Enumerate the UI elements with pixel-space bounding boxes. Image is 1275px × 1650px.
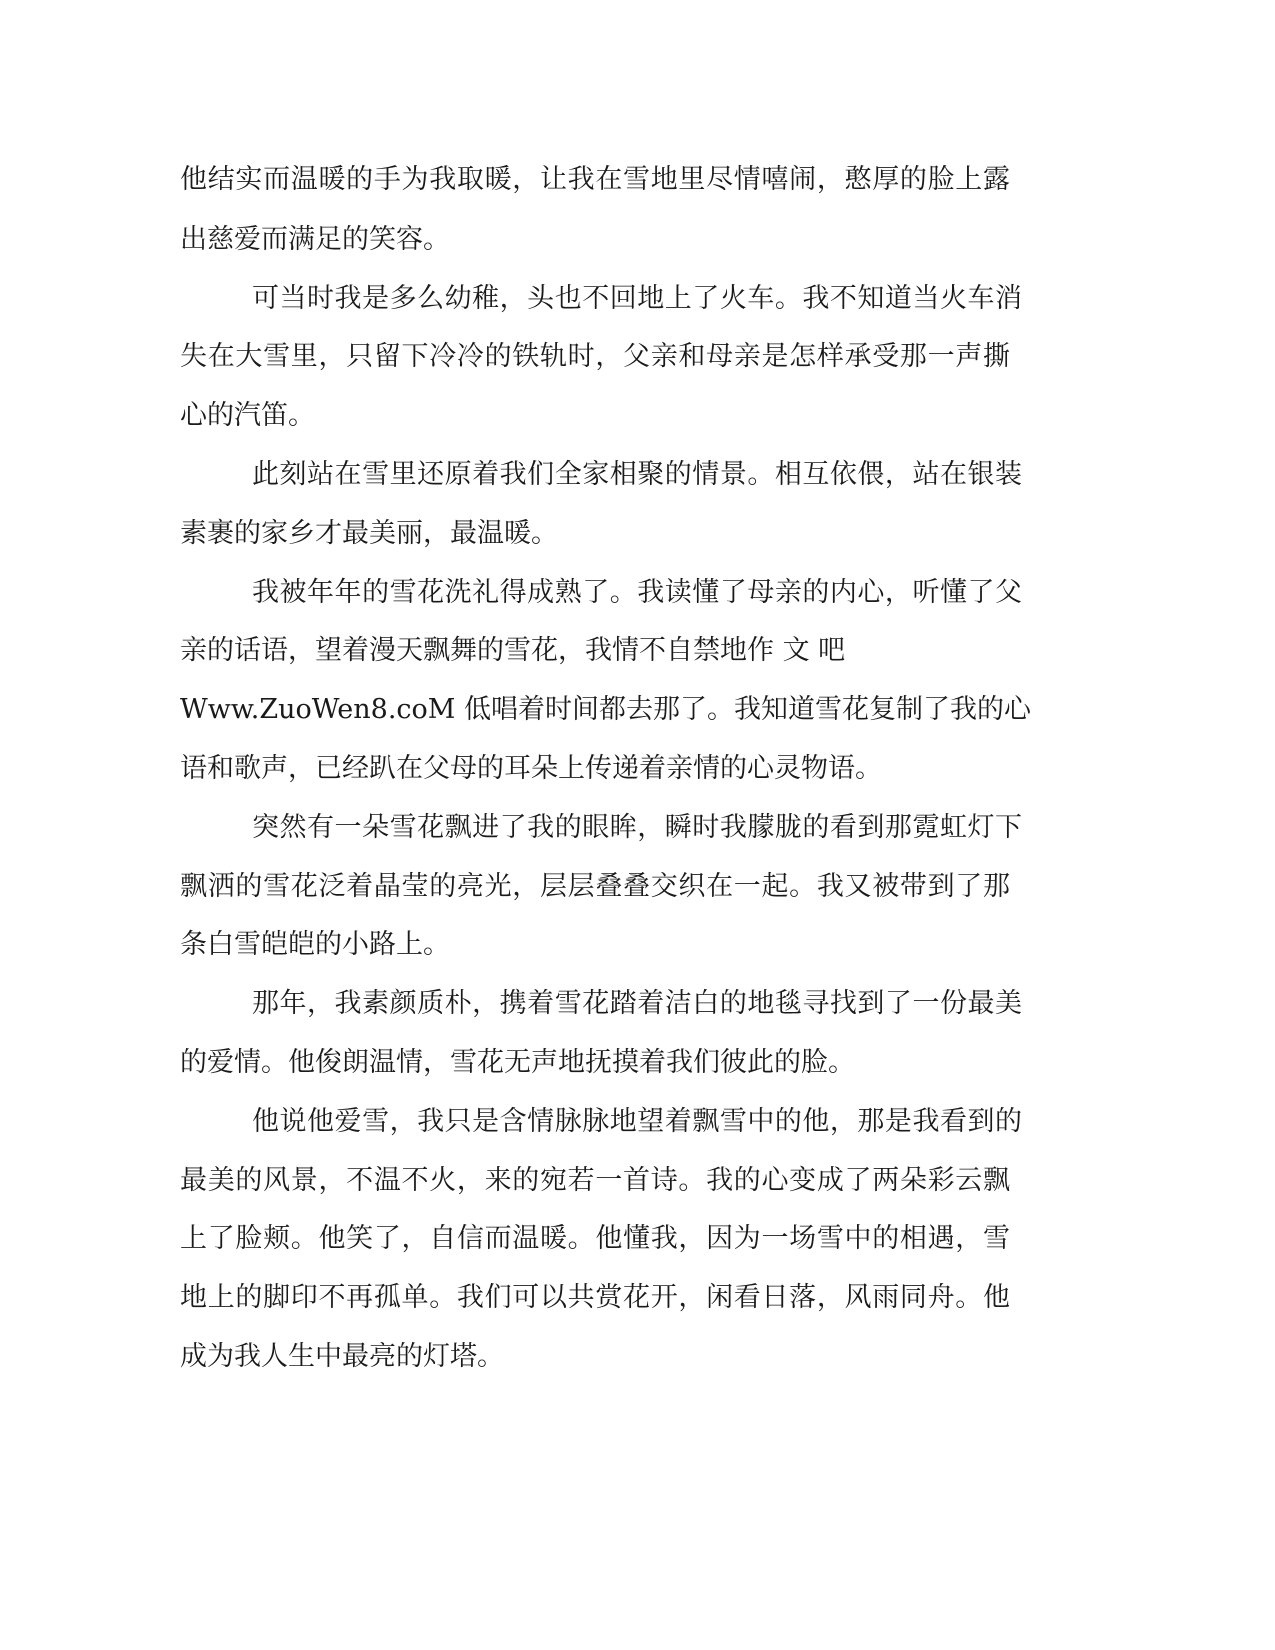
text-line: 素裹的家乡才最美丽，最温暖。 <box>180 518 558 549</box>
text-line: 心的汽笛。 <box>180 400 315 431</box>
text-line: 上了脸颊。他笑了，自信而温暖。他懂我，因为一场雪中的相遇，雪 <box>180 1223 1010 1254</box>
text-line: 条白雪皑皑的小路上。 <box>180 929 450 960</box>
text-line: 成为我人生中最亮的灯塔。 <box>180 1341 504 1372</box>
text-line: 此刻站在雪里还原着我们全家相聚的情景。相互依偎，站在银装 <box>252 459 1022 490</box>
text-line: 那年，我素颜质朴，携着雪花踏着洁白的地毯寻找到了一份最美 <box>252 988 1022 1019</box>
text-line: 的爱情。他俊朗温情，雪花无声地抚摸着我们彼此的脸。 <box>180 1047 855 1078</box>
text-line: 语和歌声，已经趴在父母的耳朵上传递着亲情的心灵物语。 <box>180 753 882 784</box>
text-line: 我被年年的雪花洗礼得成熟了。我读懂了母亲的内心，听懂了父 <box>252 577 1022 608</box>
text-line: 最美的风景，不温不火，来的宛若一首诗。我的心变成了两朵彩云飘 <box>180 1165 1010 1196</box>
text-line: Www.ZuoWen8.coM 低唱着时间都去那了。我知道雪花复制了我的心 <box>180 694 1032 725</box>
text-line: 他结实而温暖的手为我取暖，让我在雪地里尽情嘻闹，憨厚的脸上露 <box>180 164 1010 195</box>
text-line: 亲的话语，望着漫天飘舞的雪花，我情不自禁地作 文 吧 <box>180 635 846 666</box>
text-line: 可当时我是多么幼稚，头也不回地上了火车。我不知道当火车消 <box>252 283 1022 314</box>
text-line: 出慈爱而满足的笑容。 <box>180 224 450 255</box>
text-line: 地上的脚印不再孤单。我们可以共赏花开，闲看日落，风雨同舟。他 <box>180 1282 1010 1313</box>
text-line: 他说他爱雪，我只是含情脉脉地望着飘雪中的他，那是我看到的 <box>252 1106 1022 1137</box>
text-line: 失在大雪里，只留下冷冷的铁轨时，父亲和母亲是怎样承受那一声撕 <box>180 341 1010 372</box>
text-line: 突然有一朵雪花飘进了我的眼眸，瞬时我朦胧的看到那霓虹灯下 <box>252 812 1022 843</box>
text-line: 飘洒的雪花泛着晶莹的亮光，层层叠叠交织在一起。我又被带到了那 <box>180 871 1010 902</box>
